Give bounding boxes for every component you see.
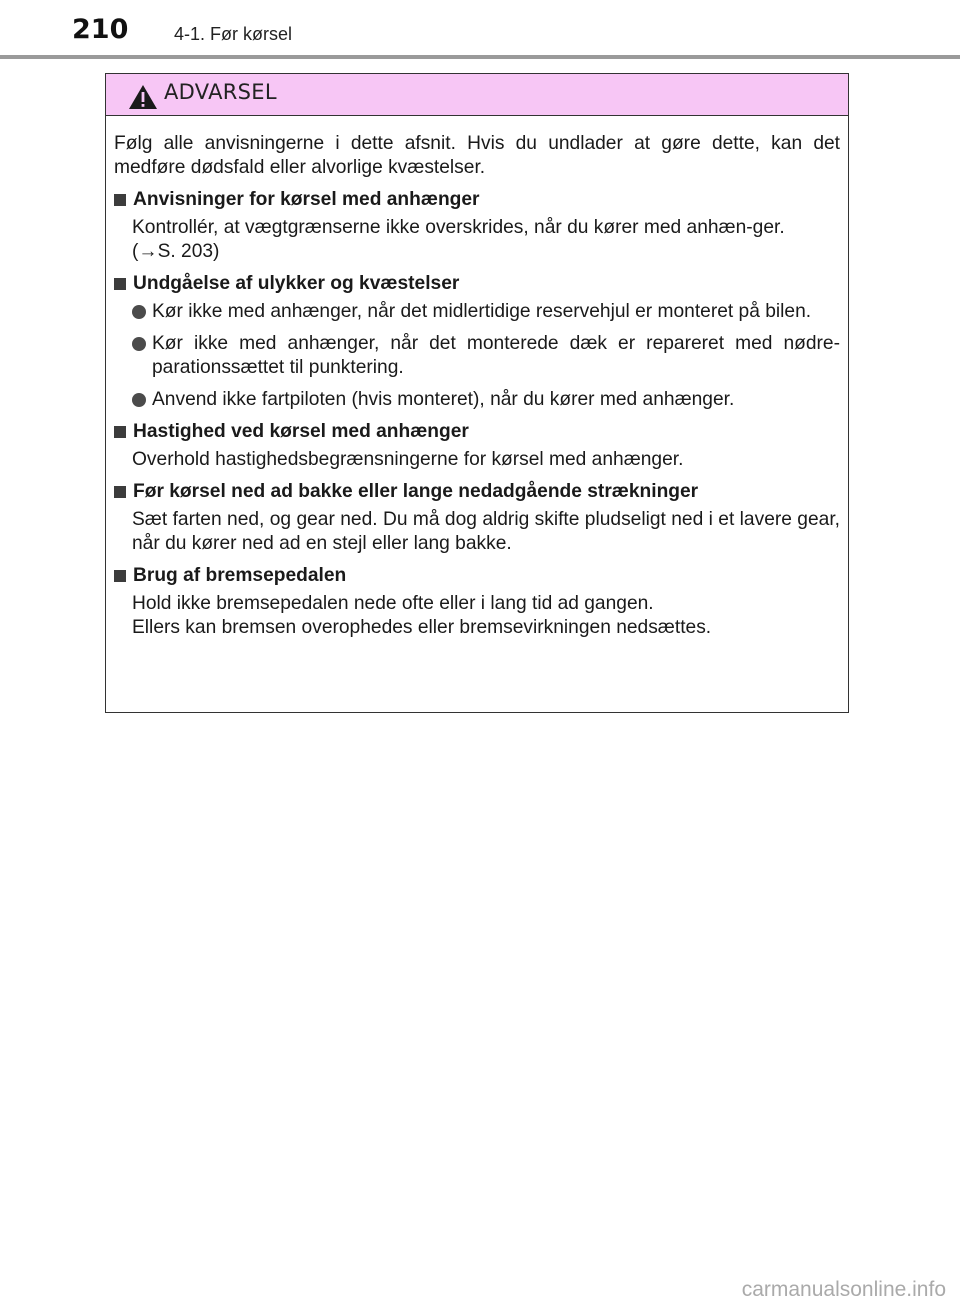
- header-rule: [0, 55, 960, 59]
- section-paragraph: Kontrollér, at vægtgrænserne ikke overskrides, når du kører med anhæn-ger. (→S. 203): [132, 217, 785, 262]
- square-bullet-icon: [114, 194, 126, 206]
- list-item: Anvend ikke fartpiloten (hvis monteret), når du kører med anhænger.: [132, 388, 840, 412]
- circle-bullet-icon: [132, 305, 146, 319]
- circle-bullet-icon: [132, 393, 146, 407]
- square-bullet-icon: [114, 570, 126, 582]
- page-number: 210: [72, 14, 129, 45]
- section-heading: Brug af bremsepedalen: [114, 564, 840, 588]
- watermark: carmanualsonline.info: [741, 1278, 946, 1301]
- section-heading: Undgåelse af ulykker og kvæstelser: [114, 272, 840, 296]
- page-header: [0, 0, 960, 60]
- section-paragraph: Hold ikke bremsepedalen nede ofte eller i lang tid ad gangen. Ellers kan bremsen overophedes eller bremsevirkningen nedsættes.: [132, 593, 712, 638]
- list-item: Kør ikke med anhænger, når det monterede dæk er repareret med nødre-parationssættet til punktering.: [132, 332, 840, 380]
- warning-label: ADVARSEL: [164, 80, 277, 104]
- list-item: Kør ikke med anhænger, når det midlertidige reservehjul er monteret på bilen.: [132, 300, 840, 324]
- section-heading: Anvisninger for kørsel med anhænger: [114, 188, 840, 212]
- square-bullet-icon: [114, 278, 126, 290]
- warning-triangle-icon: [128, 84, 158, 110]
- section-title: 4-1. Før kørsel: [174, 24, 293, 44]
- circle-bullet-icon: [132, 337, 146, 351]
- section-paragraph: Overhold hastighedsbegrænsningerne for kørsel med anhænger.: [132, 449, 684, 470]
- warning-box: [105, 73, 849, 713]
- warning-body: [106, 116, 848, 640]
- section-paragraph: Sæt farten ned, og gear ned. Du må dog aldrig skifte pludseligt ned i et lavere gear, når du kører ned ad en stejl eller lang bakke.: [132, 509, 840, 554]
- square-bullet-icon: [114, 426, 126, 438]
- section-heading: Hastighed ved kørsel med anhænger: [114, 420, 840, 444]
- square-bullet-icon: [114, 486, 126, 498]
- warning-intro: Følg alle anvisningerne i dette afsnit. Hvis du undlader at gøre dette, kan det medføre dødsfald eller alvorlige kvæstelser.: [114, 133, 840, 178]
- warning-header: [106, 74, 848, 116]
- section-heading: Før kørsel ned ad bakke eller lange nedadgående strækninger: [114, 480, 840, 504]
